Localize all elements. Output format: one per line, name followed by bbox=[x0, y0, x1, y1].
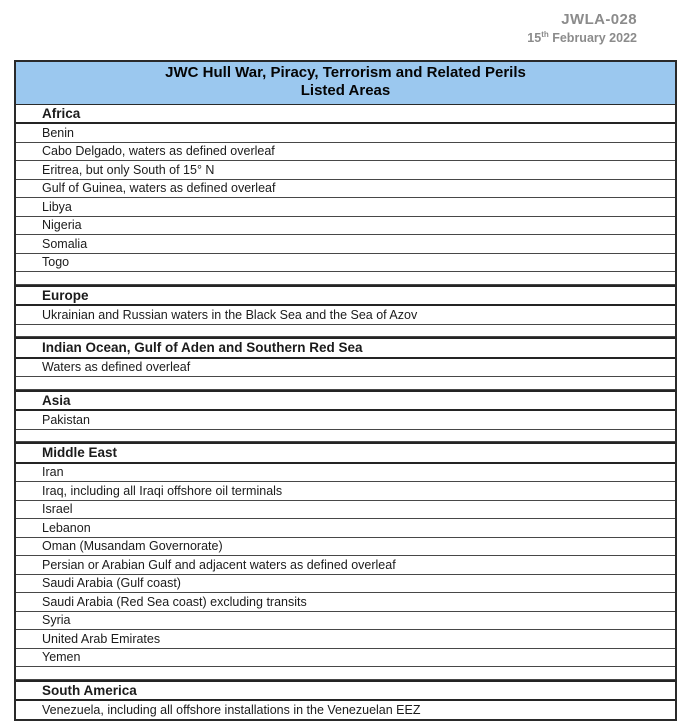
date-ordinal-suffix: th bbox=[541, 29, 549, 39]
listed-area-row bbox=[16, 306, 675, 325]
row-label: Europe bbox=[42, 287, 89, 303]
listed-area-row bbox=[16, 464, 675, 483]
row-label: Venezuela, including all offshore installations in the Venezuelan EEZ bbox=[42, 702, 421, 717]
row-label: Togo bbox=[42, 255, 70, 270]
row-label: Eritrea, but only South of 15° N bbox=[42, 162, 215, 177]
listed-area-row bbox=[16, 143, 675, 162]
section-header-row bbox=[16, 337, 675, 359]
section-header-row bbox=[16, 442, 675, 464]
row-label: United Arab Emirates bbox=[42, 631, 161, 646]
row-label: Benin bbox=[42, 125, 74, 140]
listed-area-row bbox=[16, 612, 675, 631]
row-label: Yemen bbox=[42, 650, 81, 665]
row-label: Lebanon bbox=[42, 520, 91, 535]
row-label: Africa bbox=[42, 105, 81, 121]
spacer-row bbox=[16, 325, 675, 338]
listed-area-row bbox=[16, 556, 675, 575]
listed-area-row bbox=[16, 649, 675, 668]
listed-area-row bbox=[16, 630, 675, 649]
listed-area-row bbox=[16, 198, 675, 217]
listed-areas-table bbox=[14, 60, 677, 721]
row-label: Nigeria bbox=[42, 218, 82, 233]
spacer-row bbox=[16, 430, 675, 443]
spacer-row bbox=[16, 377, 675, 390]
section-header-row bbox=[16, 105, 675, 125]
row-label: Libya bbox=[42, 199, 72, 214]
date-month-year: February 2022 bbox=[548, 30, 637, 45]
listed-area-row bbox=[16, 217, 675, 236]
listed-area-row bbox=[16, 501, 675, 520]
row-label: Middle East bbox=[42, 445, 118, 461]
table-title-line1: JWC Hull War, Piracy, Terrorism and Related Perils bbox=[165, 64, 526, 81]
row-label: Iran bbox=[42, 465, 64, 480]
listed-area-row bbox=[16, 482, 675, 501]
table-body bbox=[16, 105, 675, 719]
row-label: Somalia bbox=[42, 236, 88, 251]
row-label: Iraq, including all Iraqi offshore oil terminals bbox=[42, 483, 283, 498]
row-label: Oman (Musandam Governorate) bbox=[42, 539, 223, 554]
table-title bbox=[16, 62, 675, 105]
row-label: Syria bbox=[42, 613, 71, 628]
date-day: 15 bbox=[527, 30, 542, 45]
spacer-row bbox=[16, 272, 675, 285]
listed-area-row bbox=[16, 538, 675, 557]
section-header-row bbox=[16, 285, 675, 307]
row-label: Waters as defined overleaf bbox=[42, 360, 191, 375]
row-label: Indian Ocean, Gulf of Aden and Southern Red Sea bbox=[42, 340, 363, 356]
row-label: Persian or Arabian Gulf and adjacent waters as defined overleaf bbox=[42, 557, 396, 572]
listed-area-row bbox=[16, 701, 675, 719]
document-date bbox=[527, 31, 637, 47]
listed-area-row bbox=[16, 593, 675, 612]
row-label: Ukrainian and Russian waters in the Black Sea and the Sea of Azov bbox=[42, 307, 418, 322]
document-reference: JWLA-028 bbox=[561, 11, 637, 28]
section-header-row bbox=[16, 680, 675, 702]
listed-area-row bbox=[16, 254, 675, 273]
row-label: South America bbox=[42, 682, 137, 698]
row-label: Gulf of Guinea, waters as defined overleaf bbox=[42, 181, 276, 196]
row-label: Asia bbox=[42, 392, 71, 408]
row-label: Saudi Arabia (Red Sea coast) excluding transits bbox=[42, 594, 307, 609]
row-label: Cabo Delgado, waters as defined overleaf bbox=[42, 144, 275, 159]
row-label: Saudi Arabia (Gulf coast) bbox=[42, 576, 181, 591]
listed-area-row bbox=[16, 411, 675, 430]
section-header-row bbox=[16, 390, 675, 412]
document-header bbox=[527, 11, 637, 46]
listed-area-row bbox=[16, 124, 675, 143]
listed-area-row bbox=[16, 359, 675, 378]
table-title-line2: Listed Areas bbox=[300, 82, 391, 100]
listed-area-row bbox=[16, 180, 675, 199]
listed-area-row bbox=[16, 161, 675, 180]
row-label: Israel bbox=[42, 502, 73, 517]
row-label: Pakistan bbox=[42, 412, 90, 427]
listed-area-row bbox=[16, 519, 675, 538]
spacer-row bbox=[16, 667, 675, 680]
listed-area-row bbox=[16, 575, 675, 594]
listed-area-row bbox=[16, 235, 675, 254]
